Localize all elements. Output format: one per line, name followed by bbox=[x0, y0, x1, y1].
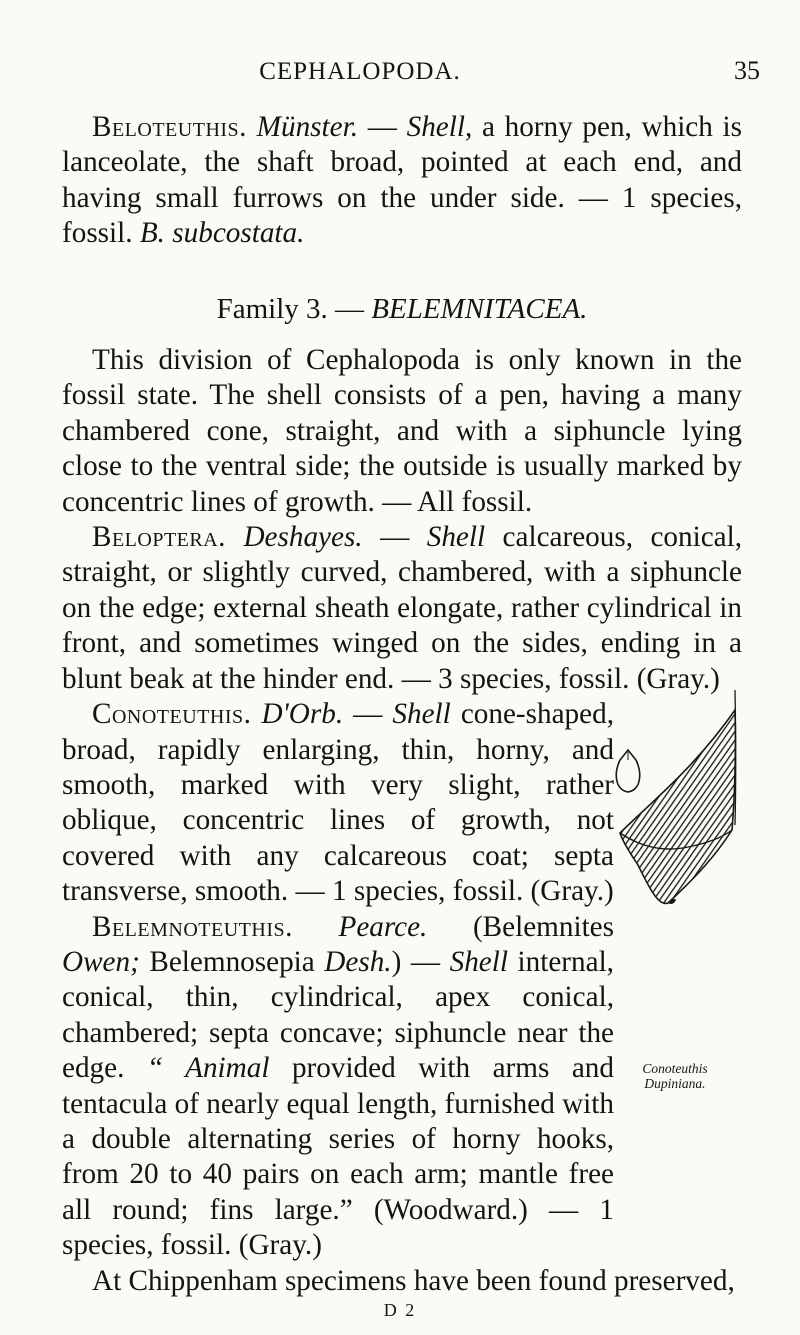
conoteuthis-shell-illustration bbox=[608, 685, 758, 905]
signature-mark: D 2 bbox=[383, 1300, 417, 1320]
entry-beloptera: Beloptera. Deshayes. — Shell calcareous, conical, straight, or slightly curved, chambered, with a siphuncle on the edge; external sheath elongate, rather cylindrical in front, and sometimes winged on the sides, ending in a blunt beak at the hinder end. — 3 species, fossil. (Gray.) bbox=[62, 521, 743, 695]
entry-text: calcareous, conical, straight, or slightly curved, chambered, with a siphuncle on the edge; external sheath elongate, rather cylindrical in front, and sometimes winged on the sides, ending in a blunt beak at the hinder end. — 3 species, fossil. (Gray.) bbox=[62, 521, 743, 695]
caption-genus: Conoteuthis bbox=[642, 1061, 708, 1076]
entry-belemnoteuthis: Belemnoteuthis. Pearce. (Belemnites Owen; Belemnosepia Desh.) — Shell internal, conical, thin, cylindrical, apex conical, chambered; septa concave; siphuncle near the edge. “ Animal provided with arms and tentacula of nearly equal length, furnished with a double alternating series of horny hooks, from 20 to 40 pairs on each arm; mantle free all round; fins large.” (Woodward.) — 1 species, fossil. (Gray.) bbox=[62, 910, 614, 1262]
shell-term: Shell, bbox=[406, 111, 473, 143]
caption-species: Dupiniana. bbox=[644, 1076, 706, 1091]
shell-term: Shell bbox=[392, 698, 451, 731]
animal-term: “ Animal bbox=[146, 1052, 270, 1085]
species-name: B. subcostata. bbox=[139, 217, 305, 250]
authority: Münster. bbox=[256, 111, 359, 143]
genus-name: Beloptera. bbox=[92, 521, 226, 554]
page-number: 35 bbox=[734, 56, 760, 85]
entry-text: cone-shaped, broad, rapidly enlarging, thin, horny, and smooth, marked with very slight, rather oblique, concentric lines of growth, not covered with any calcareous coat; septa transverse, smooth. — 1 species, fossil. (Gray.) bbox=[62, 698, 614, 908]
genus-name: Conoteuthis. bbox=[92, 698, 252, 731]
page-header bbox=[0, 56, 800, 96]
chippenham-line: At Chippenham specimens have been found preserved, bbox=[92, 1264, 735, 1297]
family-name: BELEMNITACEA. bbox=[371, 292, 588, 325]
genus-name: Beloteuthis. bbox=[92, 111, 247, 143]
shell-term: Shell bbox=[449, 945, 508, 978]
family-intro: This division of Cephalopoda is only known in the fossil state. The shell consists of a pen, having a many chambered cone, straight, and with a siphuncle lying close to the ventral side; the outside is usually marked by concentric lines of growth. — All fossil. bbox=[62, 344, 742, 518]
entry-conoteuthis: Conoteuthis. D'Orb. — Shell cone-shaped, broad, rapidly enlarging, thin, horny, and smooth, marked with very slight, rather oblique, concentric lines of growth, not covered with any calcareous coat; septa transverse, smooth. — 1 species, fossil. (Gray.) bbox=[62, 698, 614, 908]
shell-term: Shell bbox=[426, 521, 486, 554]
running-head: CEPHALOPODA. bbox=[259, 58, 461, 85]
authority: Deshayes. bbox=[243, 521, 363, 554]
hatched-cone bbox=[620, 710, 735, 903]
shell-figure-svg bbox=[608, 685, 758, 905]
entry-text: internal, conical, thin, cylindrical, apex conical, chambered; septa concave; siphuncle near the edge. bbox=[62, 945, 614, 1085]
genus-name: Belemnoteuthis. bbox=[92, 910, 293, 943]
entry-text: a horny pen, which is lanceolate, the shaft broad, pointed at each end, and having small furrows on the under side. — 1 species, fossil. bbox=[62, 111, 743, 250]
entry-beloteuthis: Beloteuthis. Münster. — Shell, a horny pen, which is lanceolate, the shaft broad, pointed at each end, and having small furrows on the under side. — 1 species, fossil. B. subcostata. bbox=[62, 111, 743, 250]
family-heading: Family 3. — BELEMNITACEA. bbox=[216, 292, 588, 325]
entry-text-continued: provided with arms and tentacula of nearly equal length, furnished with a double alternating series of horny hooks, from 20 to 40 pairs on each arm; mantle free all round; fins large.” (Woodward.) — 1 species, fossil. (Gray.) bbox=[62, 1052, 614, 1262]
authority: D'Orb. bbox=[261, 698, 344, 731]
authority: Pearce. bbox=[338, 910, 428, 943]
figure-caption bbox=[612, 1061, 738, 1091]
